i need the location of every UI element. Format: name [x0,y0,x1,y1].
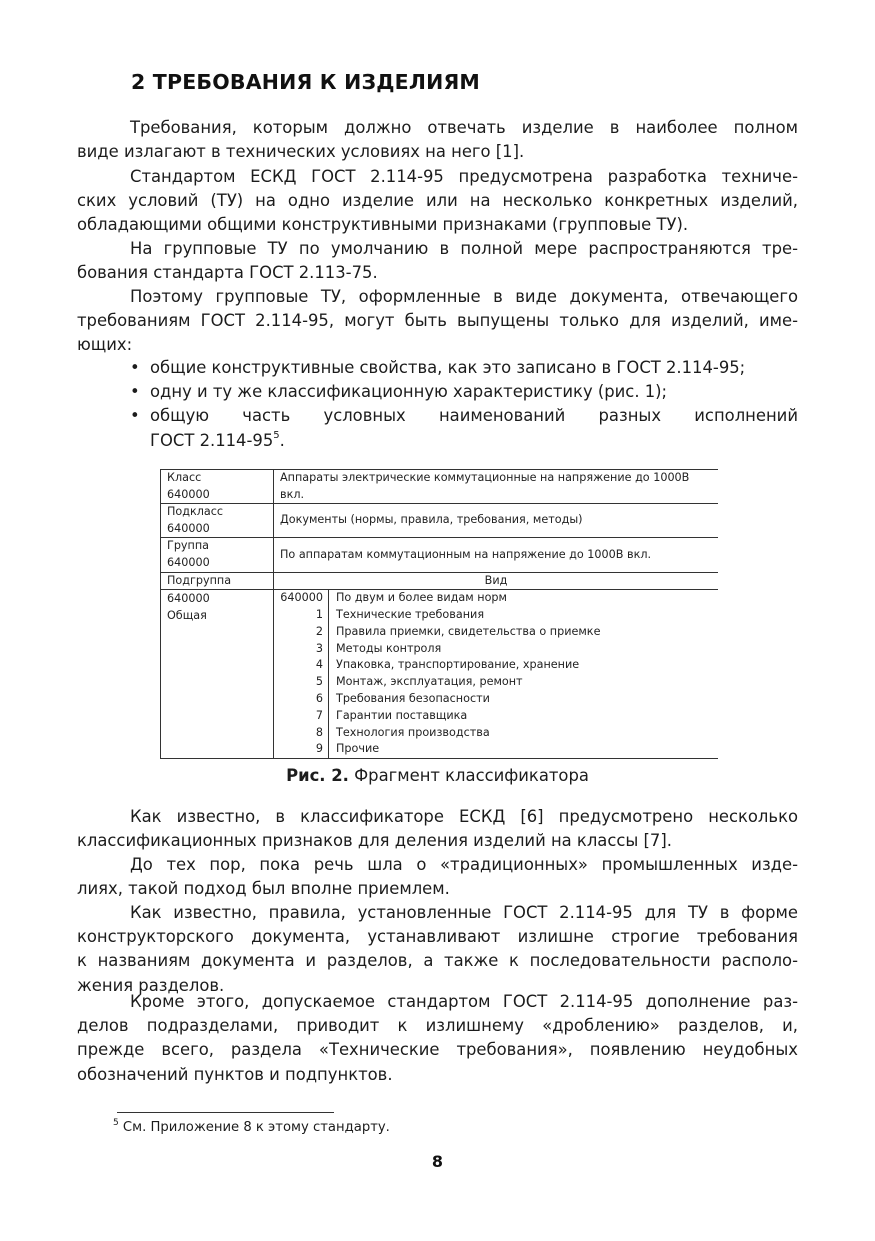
paragraph-6 [77,853,798,901]
footnote-mark: 5 [113,1117,119,1128]
kinds-list [274,590,718,758]
kind-header: Вид [274,572,719,590]
standard-reference: ГОСТ 2.114-95 [150,430,274,450]
table-row [161,590,719,759]
paragraph-line: жения разделов. [77,975,225,995]
class-value: Аппараты электрические коммутационные на напряжение до 1000В вкл. [274,470,719,504]
table-row [161,504,719,538]
kind-row [274,657,718,674]
footnote-reference: 5 [273,430,280,442]
paragraph-line: Как известно, правила, установленные ГОСТ 2.114-95 для ТУ в форме [130,903,798,922]
paragraph-line: Поэтому групповые ТУ, оформленные в виде документа, отвечающего [130,287,798,306]
kind-code: 4 [274,657,329,674]
paragraph-line: к названиям документа и разделов, а также к последовательности располо- [77,951,798,971]
list-item-end: . [279,430,285,450]
kind-name: По двум и более видам норм [336,591,507,605]
paragraph-2 [77,165,798,238]
paragraph-line: прежде всего, раздела «Технические требования», появлению неудобных [77,1040,798,1060]
subclass-label-cell [161,504,274,538]
kind-row [274,691,718,708]
paragraph-line: ющих: [77,335,133,355]
list-item [77,356,798,380]
subgroup-code: 640000 [167,592,210,606]
kind-code: 3 [274,641,329,658]
list-item [77,380,798,404]
paragraph-line: виде излагают в технических условиях на него [1]. [77,142,525,162]
kind-row [274,725,718,742]
footnote-text: См. Приложение 8 к этому стандарту. [118,1120,390,1135]
paragraph-line: бования стандарта ГОСТ 2.113-75. [77,263,378,283]
kind-code: 7 [274,708,329,725]
paragraph-line: Кроме этого, допускаемое стандартом ГОСТ 2.114-95 дополнение раз- [130,992,798,1011]
kind-name: Монтаж, эксплуатация, ремонт [336,675,523,689]
group-code: 640000 [167,555,210,569]
paragraph-8 [77,990,798,1087]
kind-name: Технология производства [336,725,490,739]
table-row [161,470,719,504]
paragraph-line: ских условий (ТУ) на одно изделие или на несколько конкретных изделий, [77,191,798,211]
kind-name: Требования безопасности [336,691,490,705]
bullet-marker: • [130,358,140,377]
paragraph-line: конструкторского документа, устанавливают излишне строгие требования [77,927,798,947]
kind-name: Правила приемки, свидетельства о приемке [336,624,601,638]
class-code: 640000 [167,487,210,501]
paragraph-line: До тех пор, пока речь шла о «традиционных» промышленных изде- [130,855,798,874]
section-heading: 2 ТРЕБОВАНИЯ К ИЗДЕЛИЯМ [131,70,481,94]
subgroup-cell [161,590,274,759]
list-item-text: одну и ту же классификационную характеристику (рис. 1); [150,382,668,402]
group-label-cell [161,538,274,572]
kind-row [274,641,718,658]
subgroup-header: Подгруппа [161,572,274,590]
group-value: По аппаратам коммутационным на напряжение до 1000В вкл. [274,538,719,572]
kind-code: 1 [274,607,329,624]
kind-code: 640000 [274,590,329,607]
figure-caption [0,766,875,785]
paragraph-7 [77,901,798,998]
footnote [113,1117,390,1135]
bullet-marker: • [130,382,140,402]
kind-name: Гарантии поставщика [336,708,468,722]
class-label: Класс [167,471,202,484]
kind-row [274,708,718,725]
caption-label: Рис. 2. [286,766,349,785]
kinds-cell [274,590,719,759]
classifier-figure [160,469,718,761]
bullet-list [77,356,798,453]
subclass-label: Подкласс [167,505,224,519]
kind-row [274,590,718,607]
paragraph-line: На групповые ТУ по умолчанию в полной мере распространяются тре- [130,239,798,258]
table-row [161,538,719,572]
kind-name: Прочие [336,742,380,756]
paragraph-line: Стандартом ЕСКД ГОСТ 2.114-95 предусмотрена разработка техниче- [130,167,798,186]
list-item-text: общие конструктивные свойства, как это записано в ГОСТ 2.114-95; [150,358,746,377]
kind-code: 6 [274,691,329,708]
kind-row [274,624,718,641]
kind-code: 2 [274,624,329,641]
paragraph-3 [77,237,798,285]
group-label: Группа [167,539,210,553]
paragraph-line: Требования, которым должно отвечать изделие в наиболее полном [130,118,798,137]
paragraph-4 [77,285,798,358]
paragraph-line: обозначений пунктов и подпунктов. [77,1064,393,1084]
paragraph-line: Как известно, в классификаторе ЕСКД [6] предусмотрено несколько [130,807,798,826]
caption-text: Фрагмент классификатора [348,766,589,785]
footnote-divider [117,1112,334,1113]
list-item-text: общую часть условных наименований разных исполнений [150,406,798,426]
kind-row [274,607,718,624]
subgroup-name: Общая [167,608,207,622]
paragraph-line: требованиям ГОСТ 2.114-95, могут быть выпущены только для изделий, име- [77,311,798,331]
subclass-value: Документы (нормы, правила, требования, методы) [274,504,719,538]
table-header-row [161,572,719,590]
kind-row [274,674,718,691]
class-label-cell [161,470,274,504]
list-item [77,404,798,452]
bullet-marker: • [130,406,140,426]
kind-name: Технические требования [336,607,485,621]
paragraph-1 [77,116,798,164]
paragraph-line: лиях, такой подход был вполне приемлем. [77,879,450,899]
paragraph-5 [77,805,798,853]
paragraph-line: классификационных признаков для деления изделий на классы [7]. [77,831,672,851]
kind-code: 9 [274,741,329,758]
page-number: 8 [431,1152,444,1171]
subclass-code: 640000 [167,521,210,535]
classifier-table [160,469,718,759]
kind-row [274,741,718,758]
kind-name: Упаковка, транспортирование, хранение [336,658,580,672]
list-item-text-continued [150,429,798,453]
paragraph-line: обладающими общими конструктивными признаками (групповые ТУ). [77,215,689,235]
kind-code: 8 [274,725,329,742]
kind-name: Методы контроля [336,641,442,655]
paragraph-line: делов подразделами, приводит к излишнему «дроблению» разделов, и, [77,1016,798,1036]
kind-code: 5 [274,674,329,691]
